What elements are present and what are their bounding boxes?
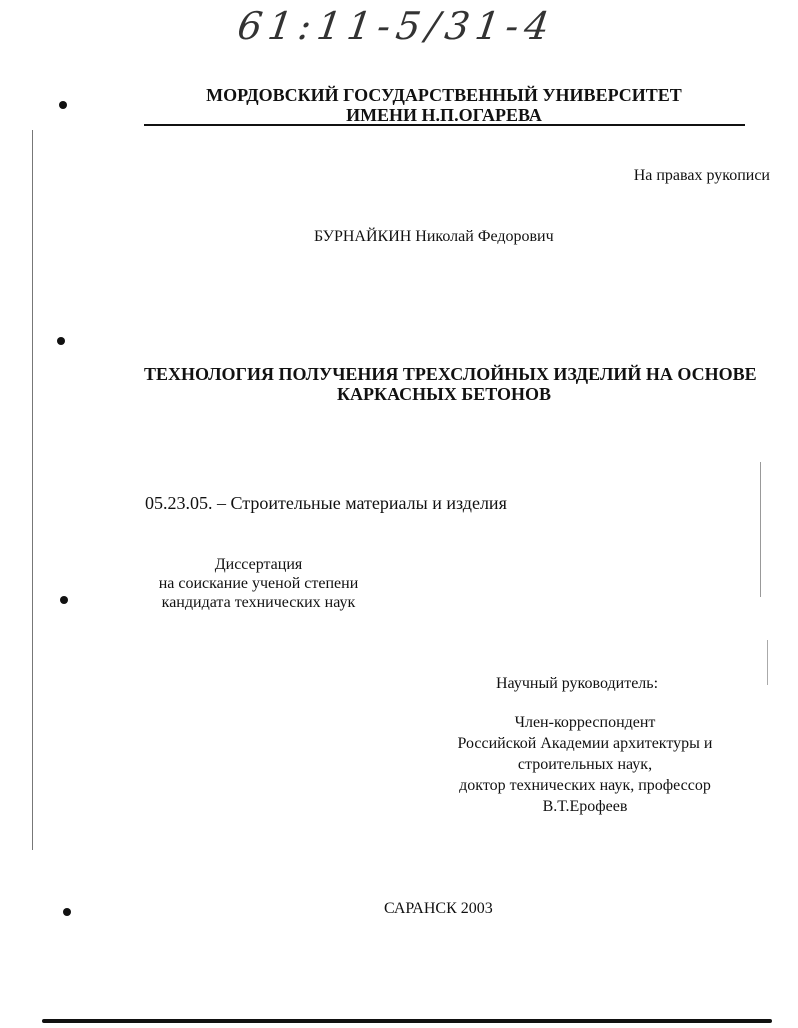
specialty-code: 05.23.05. – Строительные материалы и изделия: [145, 493, 507, 513]
university-name-sub: ИМЕНИ Н.П.ОГАРЕВА: [346, 105, 542, 125]
supervisor-block: [420, 712, 750, 817]
supervisor-name: В.Т.Ерофеев: [542, 798, 628, 815]
archive-code-handwritten: 61:11-5/31-4: [234, 4, 558, 48]
supervisor-line: Член-корреспондент: [514, 714, 656, 731]
punch-hole-mark: [63, 908, 71, 916]
city-year: САРАНСК 2003: [384, 900, 493, 917]
author-name: БУРНАЙКИН Николай Федорович: [314, 228, 554, 245]
scan-margin-line: [760, 462, 761, 597]
supervisor-line: доктор технических наук, профессор: [459, 777, 711, 794]
dissertation-title: ТЕХНОЛОГИЯ ПОЛУЧЕНИЯ ТРЕХСЛОЙНЫХ ИЗДЕЛИЙ НА ОСНОВЕ: [144, 364, 757, 384]
dissertation-title-cont: КАРКАСНЫХ БЕТОНОВ: [336, 384, 552, 404]
manuscript-note: На правах рукописи: [633, 167, 770, 184]
degree-statement: [144, 555, 373, 612]
header-rule: [144, 124, 745, 126]
scan-margin-line: [767, 640, 768, 685]
scan-bottom-edge: [42, 1019, 772, 1023]
punch-hole-mark: [57, 337, 65, 345]
punch-hole-mark: [60, 596, 68, 604]
scan-margin-line: [32, 130, 33, 850]
degree-line: на соискание ученой степени: [158, 575, 359, 592]
degree-line: Диссертация: [214, 556, 303, 573]
degree-line: кандидата технических наук: [161, 594, 356, 611]
supervisor-line: строительных наук,: [517, 756, 653, 773]
supervisor-line: Российской Академии архитектуры и: [457, 735, 713, 752]
punch-hole-mark: [59, 101, 67, 109]
supervisor-label: Научный руководитель:: [496, 675, 659, 692]
university-name: МОРДОВСКИЙ ГОСУДАРСТВЕННЫЙ УНИВЕРСИТЕТ: [206, 85, 682, 105]
